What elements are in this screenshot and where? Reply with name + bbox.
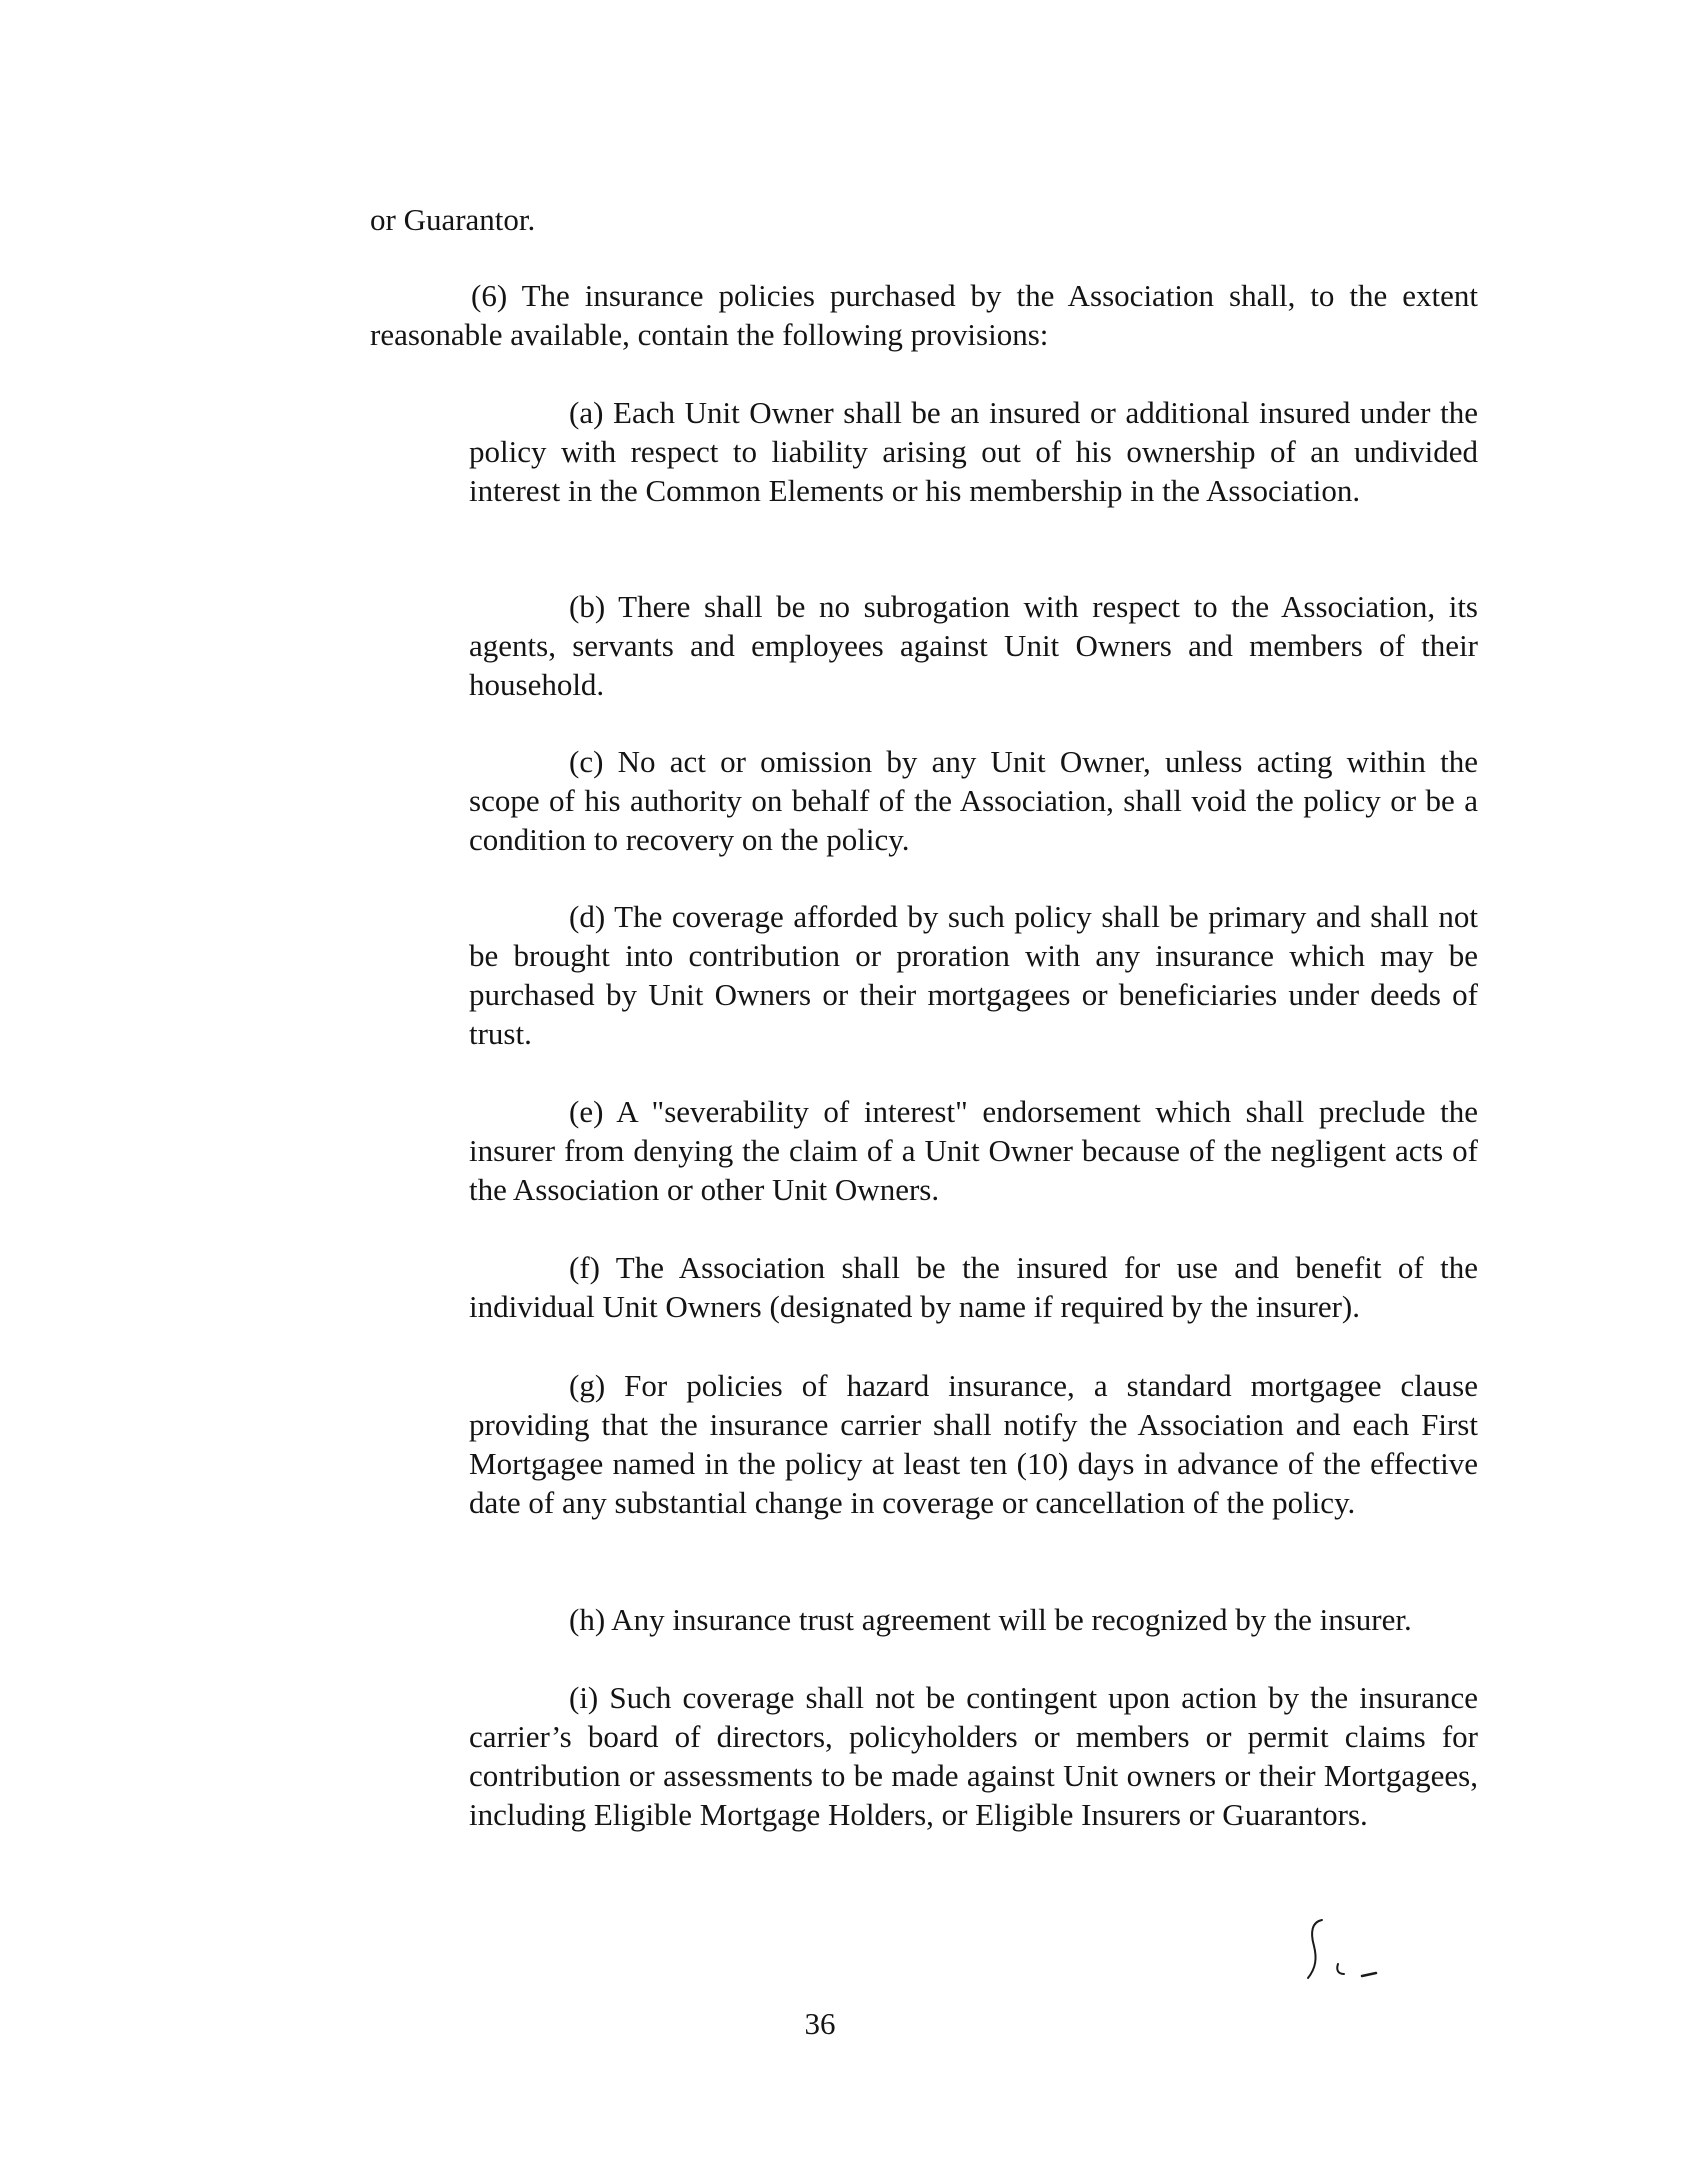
- provision-e: (e) A "severability of interest" endorsement which shall preclude the insurer from denying the claim of a Unit Owner because of the negligent acts of the Association or other Unit Owners.: [469, 1094, 1478, 1207]
- provision-h: (h) Any insurance trust agreement will be recognized by the insurer.: [569, 1602, 1412, 1637]
- provision-g: (g) For policies of hazard insurance, a standard mortgagee clause providing that the insurance carrier shall notify the Association and each First Mortgagee named in the policy at least ten (10) days in advance of the effective date of any substantial change in coverage or cancellation of the policy.: [469, 1368, 1478, 1520]
- provision-f: (f) The Association shall be the insured for use and benefit of the individual Unit Owners (designated by name if required by the insurer).: [469, 1250, 1478, 1324]
- continuation-text: or Guarantor.: [370, 202, 536, 237]
- provision-d: (d) The coverage afforded by such policy shall be primary and shall not be brought into contribution or proration with any insurance which may be purchased by Unit Owners or their mortgagees or beneficiaries under deeds of trust.: [469, 899, 1478, 1051]
- provision-b: (b) There shall be no subrogation with respect to the Association, its agents, servants and employees against Unit Owners and members of their household.: [469, 589, 1478, 702]
- provision-a: (a) Each Unit Owner shall be an insured or additional insured under the policy with respect to liability arising out of his ownership of an undivided interest in the Common Elements or his membership in the Association.: [469, 395, 1478, 508]
- section-6-intro: (6) The insurance policies purchased by the Association shall, to the extent reasonable available, contain the following provisions:: [370, 278, 1478, 352]
- provision-c: (c) No act or omission by any Unit Owner, unless acting within the scope of his authority on behalf of the Association, shall void the policy or be a condition to recovery on the policy.: [469, 744, 1478, 857]
- page-number: 36: [804, 2006, 836, 2041]
- handwritten-initials-icon: [1300, 1916, 1390, 1996]
- provision-i: (i) Such coverage shall not be contingent upon action by the insurance carrier’s board of directors, policyholders or members or permit claims for contribution or assessments to be made against Unit owners or their Mortgagees, including Eligible Mortgage Holders, or Eligible Insurers or Guarantors.: [469, 1680, 1478, 1832]
